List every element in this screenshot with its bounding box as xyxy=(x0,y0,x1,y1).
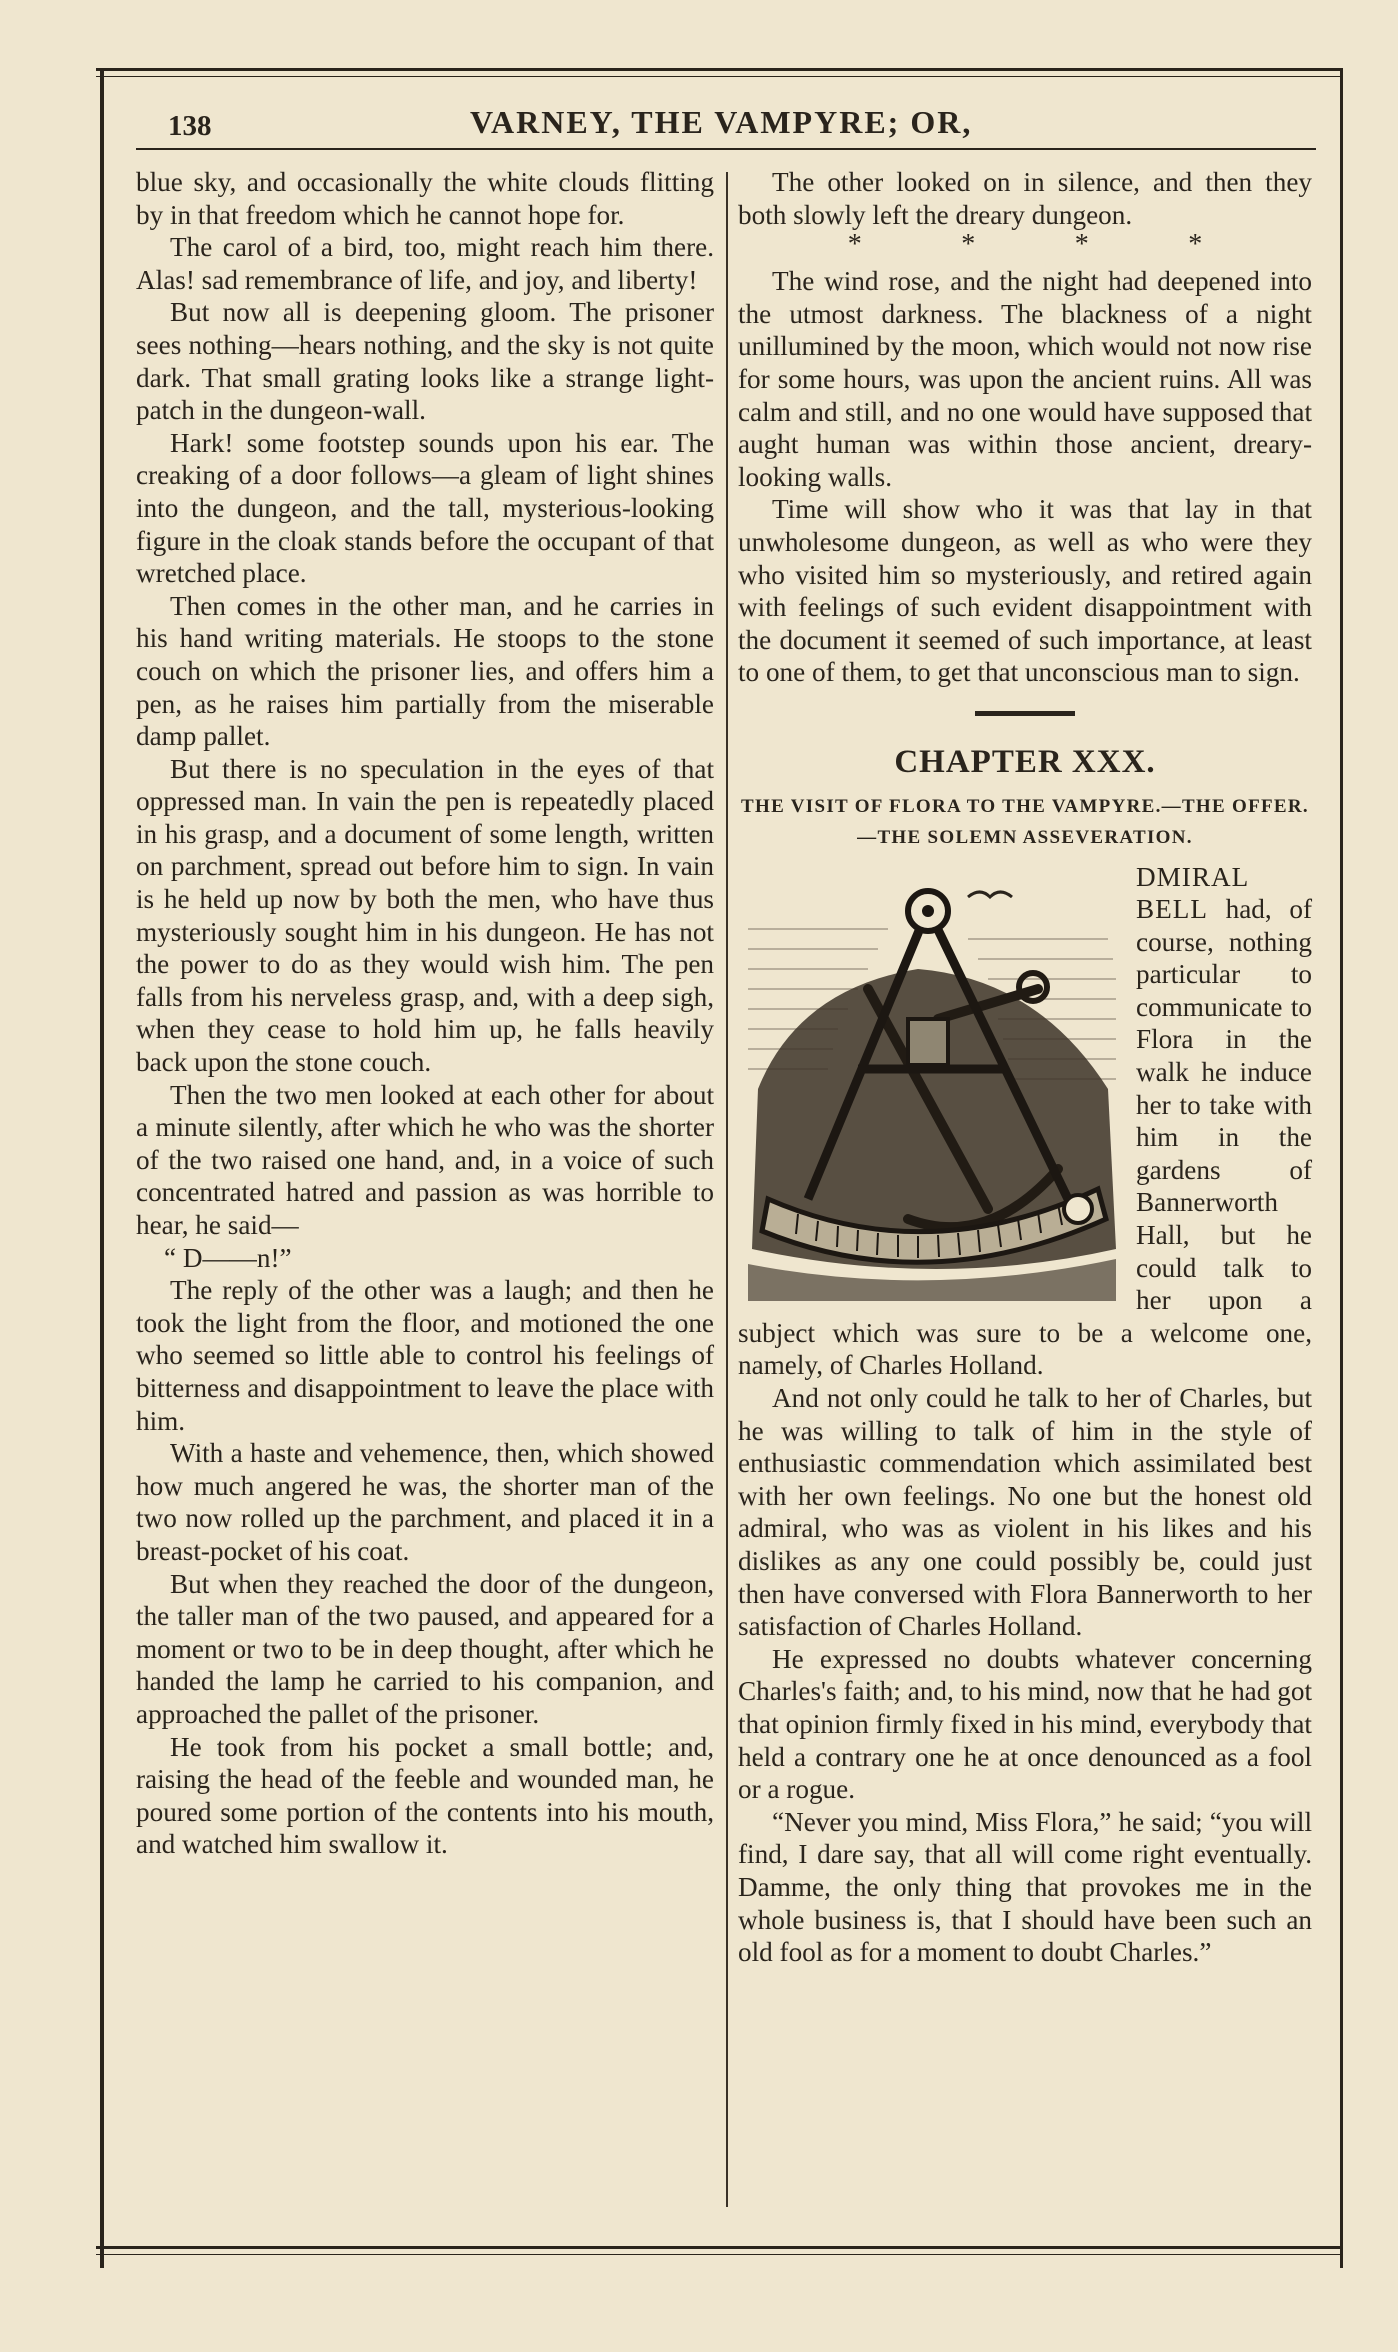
paragraph: But there is no speculation in the eyes of that oppressed man. In vain the pen is repeatedly placed in his grasp, and a document of some length, written on parchment, spread out before him to sign. In vain is he held up now by both the men, who have thus mysteriously sought him in his dungeon. He has not the power to do as they would wish him. The pen falls from his nerveless grasp, and, with a deep sigh, when they cease to hold him up, he falls heavily back upon the stone couch. xyxy=(136,753,714,1078)
paragraph: Hark! some footstep sounds upon his ear. The creaking of a door follows—a gleam of light shines into the dungeon, and the tall, mysterious-looking figure in the cloak stands before the occupant of that wretched place. xyxy=(136,427,714,589)
page-number: 138 xyxy=(168,110,212,142)
paragraph: But when they reached the door of the dungeon, the taller man of the two paused, and appeared for a moment or two to be in deep thought, after which he handed the lamp he carried to his companion, and approached the pallet of the prisoner. xyxy=(136,1568,714,1729)
bottom-border-rule-thin xyxy=(96,2254,1340,2255)
paragraph: He expressed no doubts whatever concerning Charles's faith; and, to his mind, now that he had got that opinion firmly fixed in his mind, everybody that held a contrary one he at once denounced as a fool or a rogue. xyxy=(738,1643,1312,1805)
paragraph: With a haste and vehemence, then, which showed how much angered he was, the shorter man of the two now rolled up the parchment, and placed it in a breast-pocket of his coat. xyxy=(136,1438,714,1566)
exclamation-line: “ D——n!” xyxy=(164,1242,292,1273)
paragraph: blue sky, and occasionally the white clouds flitting by in that freedom which he cannot hope for. xyxy=(136,167,714,230)
asterisk: * xyxy=(961,229,976,261)
chapter-subtitle: THE VISIT OF FLORA TO THE VAMPYRE.—THE OFFER.—THE SOLEMN ASSEVERATION. xyxy=(741,795,1309,848)
asterisk: * xyxy=(1188,229,1203,261)
paragraph: The wind rose, and the night had deepened into the utmost darkness. The blackness of a night unillumined by the moon, which would not now rise for some hours, was upon the ancient ruins. All was calm and still, and no one would have supposed that aught human was within those ancient, dreary-looking walls. xyxy=(738,266,1312,492)
chapter-title: CHAPTER XXX. xyxy=(894,743,1156,780)
running-head: VARNEY, THE VAMPYRE; OR, xyxy=(470,104,973,140)
opening-text: had, of course, nothing particular to communicate to Flora in the walk he induce her to take with him in the gardens of Bannerworth Hall, but he could talk to her upon a subject which was sure to be a welcome one, namely, of Charles Holland. xyxy=(738,894,1313,1381)
paragraph: Then the two men looked at each other for about a minute silently, after which he who was the shorter of the two raised one hand, and, in a voice of such concentrated hatred and passion as was horrible to hear, he said— xyxy=(136,1079,714,1240)
left-column xyxy=(136,166,714,1861)
paragraph: The other looked on in silence, and then they both slowly left the dreary dungeon. xyxy=(738,167,1312,230)
sextant-illustration xyxy=(738,869,1122,1301)
paragraph: “Never you mind, Miss Flora,” he said; “you will find, I dare say, that all will come right eventually. Damme, the only thing that provokes me in the whole business is, that I should have been such an old fool as for a moment to doubt Charles.” xyxy=(738,1806,1312,1968)
section-break-asterisks xyxy=(738,231,1312,265)
paragraph: Then comes in the other man, and he carries in his hand writing materials. He stoops to the stone couch on which the prisoner lies, and offers him a pen, as he raises him partially from the miserable damp pallet. xyxy=(136,590,714,752)
column-divider xyxy=(726,172,728,2207)
bottom-border-rule xyxy=(96,2246,1340,2249)
asterisk: * xyxy=(847,229,862,261)
paragraph: The reply of the other was a laugh; and then he took the light from the floor, and motioned the one who seemed so little able to control his feelings of bitterness and disappointment to leave the place with him. xyxy=(136,1275,714,1436)
chapter-ornament-rule xyxy=(975,711,1075,716)
paragraph: Time will show who it was that lay in that unwholesome dungeon, as well as who were they who visited him so mysteriously, and retired again with feelings of such evident disappointment with the document it seemed of such importance, at least to one of them, to get that unconscious man to sign. xyxy=(738,494,1312,688)
sextant-anchor-icon xyxy=(738,869,1122,1301)
right-column xyxy=(738,166,1312,1969)
asterisk: * xyxy=(1074,229,1089,261)
paragraph: But now all is deepening gloom. The prisoner sees nothing—hears nothing, and the sky is not quite dark. That small grating looks like a strange light-patch in the dungeon-wall. xyxy=(136,297,714,426)
paragraph: And not only could he talk to her of Charles, but he was willing to talk of him in the style of enthusiastic commendation which assimilated best with her own feelings. No one but the honest old admiral, who was as violent in his likes and his dislikes as any one could possibly be, could just then have conversed with Flora Bannerworth to her satisfaction of Charles Holland. xyxy=(738,1383,1312,1642)
paragraph: He took from his pocket a small bottle; and, raising the head of the feeble and wounded man, he poured some portion of the contents into his mouth, and watched him swallow it. xyxy=(136,1731,714,1860)
paragraph: The carol of a bird, too, might reach him there. Alas! sad remembrance of life, and joy, and liberty! xyxy=(136,232,714,295)
header-rule xyxy=(136,148,1316,150)
opening-lead-words: DMIRAL BELL xyxy=(1136,861,1250,925)
